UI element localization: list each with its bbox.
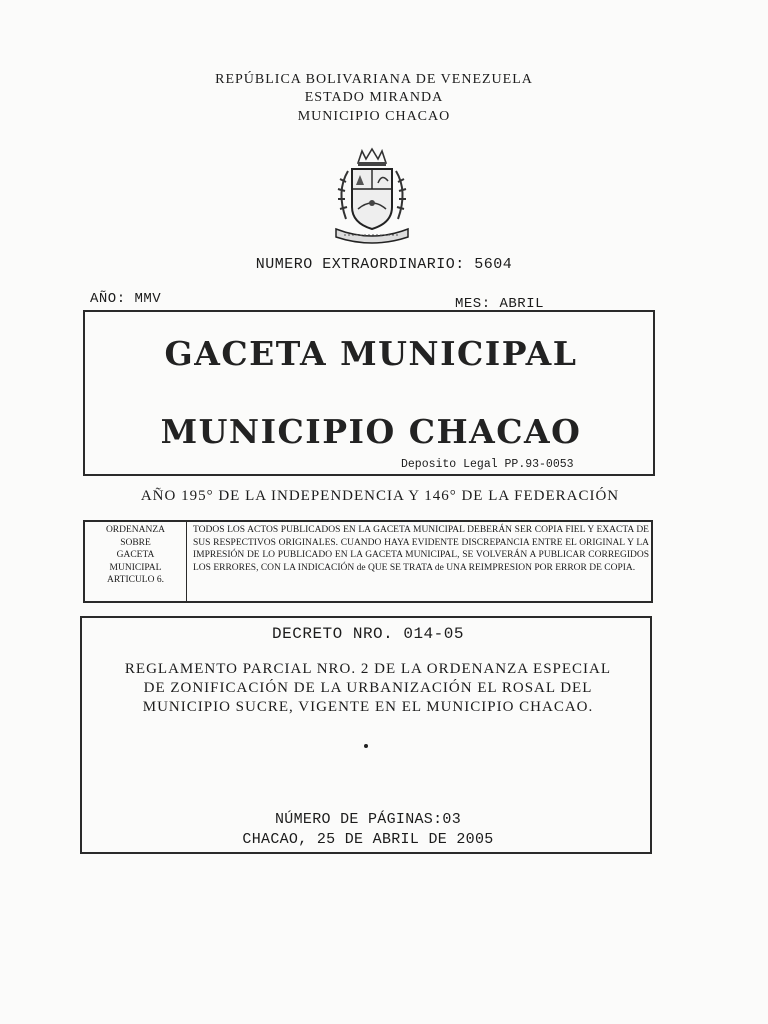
ordenanza-ref-line: SOBRE (120, 537, 151, 548)
decreto-title: DECRETO NRO. 014-05 (272, 625, 464, 643)
ordenanza-table (83, 520, 653, 603)
coat-of-arms-icon (328, 145, 416, 251)
gaceta-title-box (83, 310, 655, 476)
decreto-desc-line: MUNICIPIO SUCRE, VIGENTE EN EL MUNICIPIO CHACAO. (142, 699, 594, 715)
mes-label: MES: ABRIL (455, 296, 545, 312)
municipio-title: MUNICIPIO CHACAO (160, 412, 582, 451)
ano-label: AÑO: MMV (90, 291, 162, 307)
decreto-box (80, 616, 652, 854)
ordenanza-ref-line: ARTICULO 6. (107, 575, 164, 585)
fecha-line: CHACAO, 25 DE ABRIL DE 2005 (242, 831, 494, 848)
numero-extraordinario: NUMERO EXTRAORDINARIO: 5604 (255, 256, 513, 273)
decreto-desc-line: DE ZONIFICACIÓN DE LA URBANIZACIÓN EL ROSAL DEL (143, 680, 593, 696)
gaceta-title: GACETA MUNICIPAL (164, 334, 578, 373)
numero-paginas: NÚMERO DE PÁGINAS:03 (274, 811, 462, 828)
deposito-legal: Deposito Legal PP.93-0053 (401, 458, 574, 471)
ordenanza-text: TODOS LOS ACTOS PUBLICADOS EN LA GACETA MUNICIPAL DEBERÁN SER COPIA FIEL Y EXACTA DE SUS RESPECTIVOS ORIGINALES. CUANDO HAYA EVIDENTE DISCREPANCIA ENTRE EL ORIGINAL Y LA IMPRESIÓN DE LO PUBLICADO EN LA GACETA MUNICIPAL, SE VOLVERÁN A PUBLICAR CORREGIDOS LOS ERRORES, CON LA INDICACIÓN de QUE SE TRATA de UNA REIMPRESION POR ERROR DE COPIA. (193, 525, 649, 573)
ordenanza-ref-line: GACETA (116, 550, 155, 560)
ordenanza-reference (85, 522, 187, 601)
decreto-desc-line: REGLAMENTO PARCIAL NRO. 2 DE LA ORDENANZA ESPECIAL (124, 661, 612, 677)
bullet-dot (364, 744, 368, 748)
header-municipio: MUNICIPIO CHACAO (297, 109, 451, 124)
header-estado: ESTADO MIRANDA (304, 90, 444, 105)
ordenanza-ref-line: ORDENANZA (105, 525, 166, 535)
ordenanza-ref-line: MUNICIPAL (109, 562, 162, 573)
independencia-line: AÑO 195° DE LA INDEPENDENCIA Y 146° DE LA FEDERACIÓN (140, 488, 620, 504)
header-republica: REPÚBLICA BOLIVARIANA DE VENEZUELA (215, 72, 533, 87)
